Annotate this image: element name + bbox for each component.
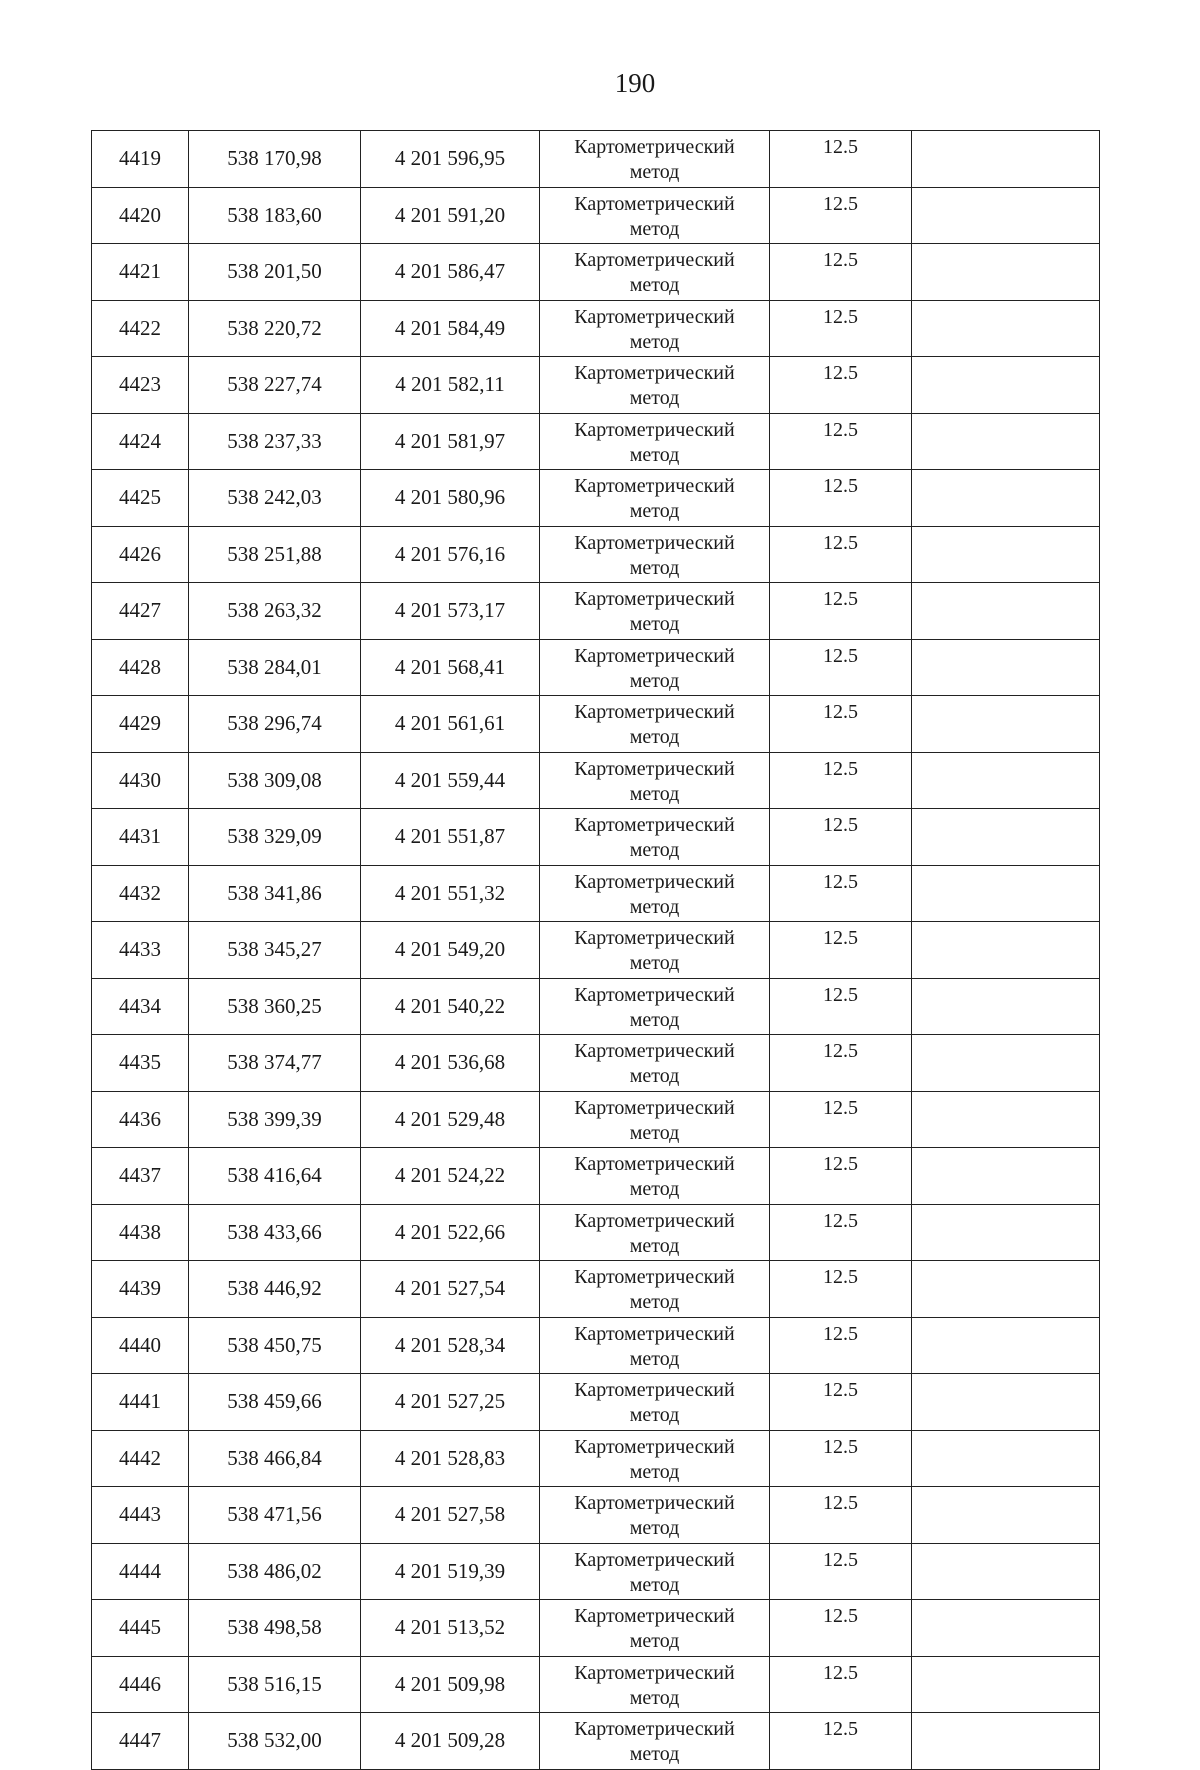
- x-coordinate-cell: 538 242,03: [189, 470, 361, 527]
- x-coordinate-cell: 538 237,33: [189, 413, 361, 470]
- table-row: [92, 1317, 1100, 1374]
- method-cell: [540, 865, 770, 922]
- x-coordinate-cell: 538 466,84: [189, 1430, 361, 1487]
- y-coordinate-cell: 4 201 582,11: [361, 357, 540, 414]
- y-coordinate-cell: 4 201 576,16: [361, 526, 540, 583]
- table-row: [92, 1148, 1100, 1205]
- page-number: 190: [614, 68, 656, 98]
- method-line-1: Картометрический: [574, 1661, 735, 1684]
- y-coordinate-cell: 4 201 522,66: [361, 1204, 540, 1261]
- point-number-cell: 4442: [92, 1430, 189, 1487]
- table-row: [92, 131, 1100, 188]
- method-line-2: метод: [629, 1460, 680, 1483]
- accuracy-cell: 12.5: [770, 470, 912, 527]
- point-number-cell: 4432: [92, 865, 189, 922]
- method-cell: [540, 639, 770, 696]
- x-coordinate-cell: 538 345,27: [189, 922, 361, 979]
- point-number-cell: 4430: [92, 752, 189, 809]
- table-row: [92, 978, 1100, 1035]
- accuracy-cell: 12.5: [770, 1430, 912, 1487]
- accuracy-cell: 12.5: [770, 809, 912, 866]
- y-coordinate-cell: 4 201 527,54: [361, 1261, 540, 1318]
- accuracy-cell: 12.5: [770, 1374, 912, 1431]
- point-number-cell: 4435: [92, 1035, 189, 1092]
- point-number-cell: 4443: [92, 1487, 189, 1544]
- method-cell: [540, 978, 770, 1035]
- extra-cell: [912, 1035, 1100, 1092]
- method-line-1: Картометрический: [574, 475, 735, 497]
- extra-cell: [912, 526, 1100, 583]
- table-row: [92, 1487, 1100, 1544]
- accuracy-cell: 12.5: [770, 1543, 912, 1600]
- method-cell: [540, 300, 770, 357]
- method-cell: [540, 244, 770, 301]
- x-coordinate-cell: 538 498,58: [189, 1600, 361, 1657]
- table-row: [92, 187, 1100, 244]
- method-cell: [540, 131, 770, 188]
- accuracy-cell: 12.5: [770, 1600, 912, 1657]
- accuracy-cell: 12.5: [770, 244, 912, 301]
- extra-cell: [912, 1713, 1100, 1770]
- point-number-cell: 4425: [92, 470, 189, 527]
- point-number-cell: 4429: [92, 696, 189, 753]
- method-line-1: Картометрический: [574, 1209, 735, 1232]
- method-cell: [540, 413, 770, 470]
- y-coordinate-cell: 4 201 561,61: [361, 696, 540, 753]
- method-line-2: метод: [629, 1517, 680, 1539]
- x-coordinate-cell: 538 446,92: [189, 1261, 361, 1318]
- method-cell: [540, 1261, 770, 1318]
- table-row: [92, 1035, 1100, 1092]
- method-line-1: Картометрический: [574, 418, 735, 441]
- extra-cell: [912, 1600, 1100, 1657]
- point-number-cell: 4420: [92, 187, 189, 244]
- method-cell: [540, 1204, 770, 1261]
- method-line-1: Картометрический: [574, 1040, 735, 1062]
- method-line-2: метод: [629, 500, 680, 522]
- y-coordinate-cell: 4 201 513,52: [361, 1600, 540, 1657]
- y-coordinate-cell: 4 201 540,22: [361, 978, 540, 1035]
- table-row: [92, 1374, 1100, 1431]
- accuracy-cell: 12.5: [770, 1035, 912, 1092]
- method-line-2: метод: [629, 1347, 680, 1370]
- coordinates-table-body: [92, 131, 1100, 1770]
- table-row: [92, 526, 1100, 583]
- x-coordinate-cell: 538 170,98: [189, 131, 361, 188]
- method-line-2: метод: [629, 1065, 680, 1087]
- extra-cell: [912, 1317, 1100, 1374]
- y-coordinate-cell: 4 201 527,25: [361, 1374, 540, 1431]
- accuracy-cell: 12.5: [770, 1261, 912, 1318]
- y-coordinate-cell: 4 201 586,47: [361, 244, 540, 301]
- table-row: [92, 300, 1100, 357]
- method-line-2: метод: [629, 1234, 680, 1257]
- method-cell: [540, 1713, 770, 1770]
- point-number-cell: 4431: [92, 809, 189, 866]
- y-coordinate-cell: 4 201 549,20: [361, 922, 540, 979]
- method-line-1: Картометрический: [574, 305, 735, 328]
- method-line-2: метод: [629, 556, 680, 579]
- point-number-cell: 4441: [92, 1374, 189, 1431]
- method-line-1: Картометрический: [574, 1322, 735, 1345]
- method-line-2: метод: [629, 1630, 680, 1652]
- point-number-cell: 4426: [92, 526, 189, 583]
- y-coordinate-cell: 4 201 509,98: [361, 1656, 540, 1713]
- y-coordinate-cell: 4 201 536,68: [361, 1035, 540, 1092]
- method-line-1: Картометрический: [574, 136, 735, 158]
- x-coordinate-cell: 538 220,72: [189, 300, 361, 357]
- accuracy-cell: 12.5: [770, 1656, 912, 1713]
- point-number-cell: 4427: [92, 583, 189, 640]
- x-coordinate-cell: 538 201,50: [189, 244, 361, 301]
- table-row: [92, 1091, 1100, 1148]
- table-row: [92, 1204, 1100, 1261]
- method-line-1: Картометрический: [574, 1096, 735, 1119]
- accuracy-cell: 12.5: [770, 1713, 912, 1770]
- method-cell: [540, 1600, 770, 1657]
- accuracy-cell: 12.5: [770, 413, 912, 470]
- x-coordinate-cell: 538 532,00: [189, 1713, 361, 1770]
- method-line-2: метод: [629, 613, 680, 635]
- method-line-1: Картометрический: [574, 644, 735, 667]
- point-number-cell: 4444: [92, 1543, 189, 1600]
- method-cell: [540, 187, 770, 244]
- x-coordinate-cell: 538 360,25: [189, 978, 361, 1035]
- table-row: [92, 865, 1100, 922]
- x-coordinate-cell: 538 516,15: [189, 1656, 361, 1713]
- method-line-2: метод: [629, 1404, 680, 1426]
- point-number-cell: 4445: [92, 1600, 189, 1657]
- accuracy-cell: 12.5: [770, 1091, 912, 1148]
- extra-cell: [912, 978, 1100, 1035]
- extra-cell: [912, 357, 1100, 414]
- method-line-2: метод: [629, 330, 680, 353]
- method-line-2: метод: [629, 1121, 680, 1144]
- method-line-2: метод: [629, 1291, 680, 1313]
- method-cell: [540, 1656, 770, 1713]
- x-coordinate-cell: 538 374,77: [189, 1035, 361, 1092]
- method-line-1: Картометрический: [574, 249, 735, 271]
- method-cell: [540, 752, 770, 809]
- x-coordinate-cell: 538 459,66: [189, 1374, 361, 1431]
- method-line-1: Картометрический: [574, 701, 735, 723]
- method-cell: [540, 1487, 770, 1544]
- extra-cell: [912, 1148, 1100, 1205]
- x-coordinate-cell: 538 486,02: [189, 1543, 361, 1600]
- method-line-1: Картометрический: [574, 870, 735, 893]
- point-number-cell: 4447: [92, 1713, 189, 1770]
- method-line-2: метод: [629, 1686, 680, 1709]
- y-coordinate-cell: 4 201 519,39: [361, 1543, 540, 1600]
- accuracy-cell: 12.5: [770, 1148, 912, 1205]
- table-row: [92, 639, 1100, 696]
- y-coordinate-cell: 4 201 528,34: [361, 1317, 540, 1374]
- point-number-cell: 4446: [92, 1656, 189, 1713]
- accuracy-cell: 12.5: [770, 583, 912, 640]
- extra-cell: [912, 1091, 1100, 1148]
- point-number-cell: 4434: [92, 978, 189, 1035]
- x-coordinate-cell: 538 251,88: [189, 526, 361, 583]
- table-row: [92, 244, 1100, 301]
- method-line-2: метод: [629, 782, 680, 805]
- method-line-1: Картометрический: [574, 983, 735, 1006]
- point-number-cell: 4438: [92, 1204, 189, 1261]
- method-line-1: Картометрический: [574, 1492, 735, 1514]
- table-row: [92, 470, 1100, 527]
- point-number-cell: 4439: [92, 1261, 189, 1318]
- x-coordinate-cell: 538 450,75: [189, 1317, 361, 1374]
- x-coordinate-cell: 538 399,39: [189, 1091, 361, 1148]
- method-line-2: метод: [629, 217, 680, 240]
- y-coordinate-cell: 4 201 509,28: [361, 1713, 540, 1770]
- y-coordinate-cell: 4 201 596,95: [361, 131, 540, 188]
- table-row: [92, 1656, 1100, 1713]
- accuracy-cell: 12.5: [770, 752, 912, 809]
- y-coordinate-cell: 4 201 551,87: [361, 809, 540, 866]
- point-number-cell: 4419: [92, 131, 189, 188]
- accuracy-cell: 12.5: [770, 357, 912, 414]
- extra-cell: [912, 1430, 1100, 1487]
- method-cell: [540, 526, 770, 583]
- point-number-cell: 4423: [92, 357, 189, 414]
- point-number-cell: 4424: [92, 413, 189, 470]
- accuracy-cell: 12.5: [770, 1487, 912, 1544]
- accuracy-cell: 12.5: [770, 187, 912, 244]
- y-coordinate-cell: 4 201 581,97: [361, 413, 540, 470]
- method-cell: [540, 1091, 770, 1148]
- extra-cell: [912, 300, 1100, 357]
- extra-cell: [912, 131, 1100, 188]
- method-cell: [540, 1148, 770, 1205]
- method-line-2: метод: [629, 1178, 680, 1200]
- method-line-1: Картометрический: [574, 1548, 735, 1571]
- x-coordinate-cell: 538 227,74: [189, 357, 361, 414]
- y-coordinate-cell: 4 201 527,58: [361, 1487, 540, 1544]
- extra-cell: [912, 1374, 1100, 1431]
- method-line-1: Картометрический: [574, 1153, 735, 1175]
- y-coordinate-cell: 4 201 591,20: [361, 187, 540, 244]
- method-cell: [540, 1035, 770, 1092]
- table-row: [92, 1713, 1100, 1770]
- extra-cell: [912, 865, 1100, 922]
- method-cell: [540, 696, 770, 753]
- extra-cell: [912, 639, 1100, 696]
- method-cell: [540, 470, 770, 527]
- method-cell: [540, 357, 770, 414]
- x-coordinate-cell: 538 341,86: [189, 865, 361, 922]
- extra-cell: [912, 244, 1100, 301]
- y-coordinate-cell: 4 201 551,32: [361, 865, 540, 922]
- method-line-1: Картометрический: [574, 362, 735, 384]
- x-coordinate-cell: 538 471,56: [189, 1487, 361, 1544]
- extra-cell: [912, 583, 1100, 640]
- method-cell: [540, 583, 770, 640]
- accuracy-cell: 12.5: [770, 1204, 912, 1261]
- table-row: [92, 583, 1100, 640]
- method-line-2: метод: [629, 726, 680, 748]
- method-cell: [540, 1543, 770, 1600]
- method-line-2: метод: [629, 274, 680, 296]
- x-coordinate-cell: 538 433,66: [189, 1204, 361, 1261]
- y-coordinate-cell: 4 201 529,48: [361, 1091, 540, 1148]
- extra-cell: [912, 922, 1100, 979]
- method-line-2: метод: [629, 161, 680, 183]
- coordinates-table: [91, 130, 1100, 1770]
- extra-cell: [912, 1487, 1100, 1544]
- accuracy-cell: 12.5: [770, 978, 912, 1035]
- x-coordinate-cell: 538 329,09: [189, 809, 361, 866]
- extra-cell: [912, 1261, 1100, 1318]
- point-number-cell: 4440: [92, 1317, 189, 1374]
- method-line-1: Картометрический: [574, 814, 735, 836]
- extra-cell: [912, 1543, 1100, 1600]
- accuracy-cell: 12.5: [770, 865, 912, 922]
- method-line-2: метод: [629, 839, 680, 861]
- method-line-2: метод: [629, 1008, 680, 1031]
- extra-cell: [912, 187, 1100, 244]
- point-number-cell: 4437: [92, 1148, 189, 1205]
- point-number-cell: 4422: [92, 300, 189, 357]
- table-row: [92, 752, 1100, 809]
- extra-cell: [912, 752, 1100, 809]
- accuracy-cell: 12.5: [770, 922, 912, 979]
- x-coordinate-cell: 538 183,60: [189, 187, 361, 244]
- table-row: [92, 1543, 1100, 1600]
- accuracy-cell: 12.5: [770, 696, 912, 753]
- method-line-2: метод: [629, 1573, 680, 1596]
- accuracy-cell: 12.5: [770, 1317, 912, 1374]
- method-line-1: Картометрический: [574, 531, 735, 554]
- method-cell: [540, 1430, 770, 1487]
- extra-cell: [912, 809, 1100, 866]
- method-line-1: Картометрический: [574, 1718, 735, 1740]
- table-row: [92, 413, 1100, 470]
- y-coordinate-cell: 4 201 559,44: [361, 752, 540, 809]
- point-number-cell: 4433: [92, 922, 189, 979]
- table-row: [92, 1430, 1100, 1487]
- x-coordinate-cell: 538 309,08: [189, 752, 361, 809]
- method-line-1: Картометрический: [574, 1266, 735, 1288]
- table-row: [92, 1261, 1100, 1318]
- y-coordinate-cell: 4 201 584,49: [361, 300, 540, 357]
- point-number-cell: 4428: [92, 639, 189, 696]
- extra-cell: [912, 470, 1100, 527]
- extra-cell: [912, 413, 1100, 470]
- x-coordinate-cell: 538 416,64: [189, 1148, 361, 1205]
- method-line-2: метод: [629, 1743, 680, 1765]
- table-row: [92, 357, 1100, 414]
- method-line-1: Картометрический: [574, 1379, 735, 1401]
- accuracy-cell: 12.5: [770, 300, 912, 357]
- y-coordinate-cell: 4 201 528,83: [361, 1430, 540, 1487]
- method-line-2: метод: [629, 387, 680, 409]
- method-line-1: Картометрический: [574, 757, 735, 780]
- y-coordinate-cell: 4 201 568,41: [361, 639, 540, 696]
- method-line-2: метод: [629, 443, 680, 466]
- method-line-2: метод: [629, 895, 680, 918]
- x-coordinate-cell: 538 284,01: [189, 639, 361, 696]
- method-line-1: Картометрический: [574, 588, 735, 610]
- method-line-1: Картометрический: [574, 1605, 735, 1627]
- point-number-cell: 4421: [92, 244, 189, 301]
- method-line-1: Картометрический: [574, 927, 735, 949]
- method-cell: [540, 1317, 770, 1374]
- method-line-1: Картометрический: [574, 192, 735, 215]
- method-cell: [540, 922, 770, 979]
- table-row: [92, 696, 1100, 753]
- method-line-2: метод: [629, 952, 680, 974]
- y-coordinate-cell: 4 201 524,22: [361, 1148, 540, 1205]
- method-line-2: метод: [629, 669, 680, 692]
- x-coordinate-cell: 538 296,74: [189, 696, 361, 753]
- y-coordinate-cell: 4 201 573,17: [361, 583, 540, 640]
- method-line-1: Картометрический: [574, 1435, 735, 1458]
- accuracy-cell: 12.5: [770, 131, 912, 188]
- extra-cell: [912, 1656, 1100, 1713]
- y-coordinate-cell: 4 201 580,96: [361, 470, 540, 527]
- extra-cell: [912, 1204, 1100, 1261]
- table-row: [92, 1600, 1100, 1657]
- accuracy-cell: 12.5: [770, 639, 912, 696]
- method-cell: [540, 1374, 770, 1431]
- table-row: [92, 922, 1100, 979]
- extra-cell: [912, 696, 1100, 753]
- table-row: [92, 809, 1100, 866]
- x-coordinate-cell: 538 263,32: [189, 583, 361, 640]
- method-cell: [540, 809, 770, 866]
- point-number-cell: 4436: [92, 1091, 189, 1148]
- accuracy-cell: 12.5: [770, 526, 912, 583]
